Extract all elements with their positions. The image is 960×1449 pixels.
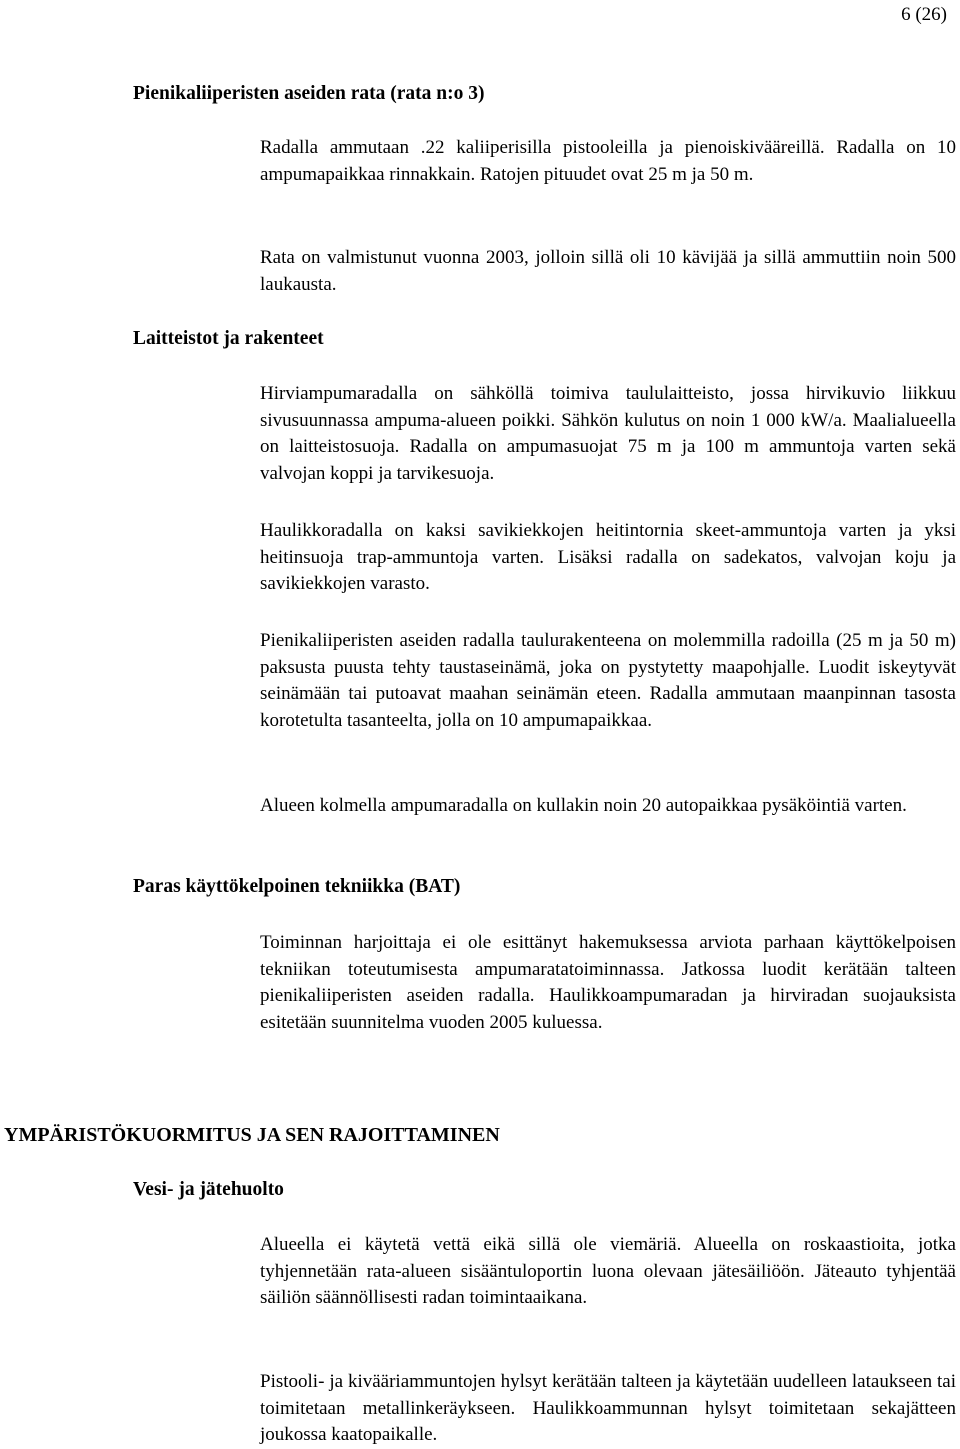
paragraph-range-usage: Radalla ammutaan .22 kaliiperisilla pistooleilla ja pienoiskivääreillä. Radalla on 10 ampumapaikkaa rinnakkain. Ratojen pituudet ovat 25 m ja 50 m. [260,137,956,185]
paragraph-waste-bins: Alueella ei käytetä vettä eikä sillä ole viemäriä. Alueella on roskaastioita, jotka tyhjennetään rata-alueen sisääntuloportin luona olevaan jätesäiliöön. Jäteauto tyhjentää säiliön säännöllisesti radan toimintaaikana. [260,1234,956,1309]
paragraph-bat-assessment: Toiminnan harjoittaja ei ole esittänyt hakemuksessa arviota parhaan käyttökelpoisen tekniikan toteutumisesta ampumaratatoiminnassa. Jatkossa luodit kerätään talteen pienikaliiperisten aseiden radalla. Haulikkoampumaradan ja hirviradan suojauksista esitetään suunnitelma vuoden 2005 kuluessa. [260,932,956,1033]
paragraph-cartridge-cases: Pistooli- ja kivääriammuntojen hylsyt kerätään talteen ja käytetään uudelleen lataukseen tai toimitetaan metallinkeräykseen. Haulikkoammunnan hylsyt toimitetaan sekajätteen joukossa kaatopaikalle. [260,1371,956,1446]
section-heading-water-waste: Vesi- ja jätehuolto [133,1179,284,1200]
paragraph-parking: Alueen kolmella ampumaradalla on kullakin noin 20 autopaikkaa pysäköintiä varten. [260,795,907,816]
paragraph-moose-range-equipment: Hirviampumaradalla on sähköllä toimiva taululaitteisto, jossa hirvikuvio liikkuu sivusuunnassa ampuma-alueen poikki. Sähkön kulutus on noin 1 000 kW/a. Maalialueella on laitteistosuoja. Radalla on ampumasuojat 75 m ja 100 m ammuntoja varten sekä valvojan koppi ja tarvikesuoja. [260,383,956,484]
paragraph-shotgun-range-equipment: Haulikkoradalla on kaksi savikiekkojen heitintornia skeet-ammuntoja varten ja yksi heitinsuoja trap-ammuntoja varten. Lisäksi radalla on sadekatos, valvojan koju ja savikiekkojen varasto. [260,520,956,595]
main-heading-environmental-load: YMPÄRISTÖKUORMITUS JA SEN RAJOITTAMINEN [4,1124,500,1146]
section-heading-bat: Paras käyttökelpoinen tekniikka (BAT) [133,876,461,897]
paragraph-small-bore-target-structure: Pienikaliiperisten aseiden radalla taulurakenteena on molemmilla radoilla (25 m ja 50 m) paksusta puusta tehty taustaseinämä, joka on pystytetty maapohjalle. Luodit iskeytyvät seinämään tai putoavat maahan seinämän eteen. Radalla ammutaan maanpinnan tasosta korotetulta tasanteelta, jolla on 10 ampumapaikkaa. [260,630,956,731]
page-number: 6 (26) [901,4,947,25]
section-heading-equipment: Laitteistot ja rakenteet [133,328,324,349]
section-heading-small-bore-range: Pienikaliiperisten aseiden rata (rata n:o 3) [133,83,485,104]
paragraph-range-completion: Rata on valmistunut vuonna 2003, jolloin sillä oli 10 kävijää ja sillä ammuttiin noin 500 laukausta. [260,247,956,295]
